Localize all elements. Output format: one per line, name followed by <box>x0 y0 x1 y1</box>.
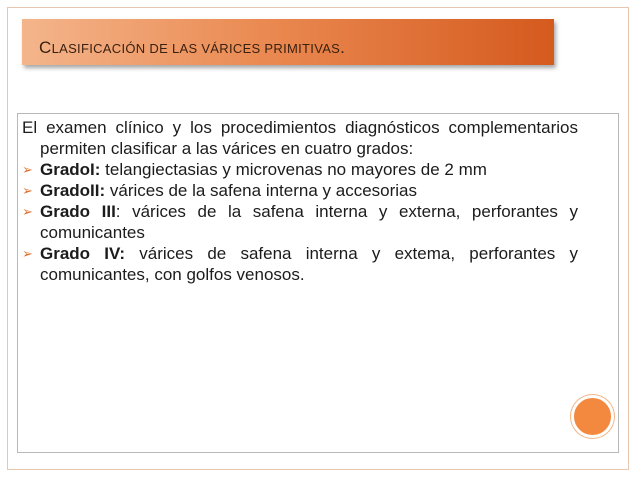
item-label: GradoII: <box>40 181 106 200</box>
title-first-letter: C <box>39 38 52 57</box>
item-text: várices de safena interna y extema, perforantes y comunicantes, con golfos venosos. <box>40 244 578 284</box>
arrow-bullet-icon: ➢ <box>22 183 33 198</box>
slide-content <box>22 117 578 285</box>
item-label: GradoI: <box>40 160 101 179</box>
decorative-circle <box>571 395 614 438</box>
item-label: Grado III <box>40 202 116 221</box>
item-label: Grado IV: <box>40 244 126 263</box>
arrow-bullet-icon: ➢ <box>22 204 33 219</box>
title-bar <box>22 19 554 65</box>
arrow-bullet-icon: ➢ <box>22 162 33 177</box>
item-text: : várices de la safena interna y externa, perforantes y comunicantes <box>40 202 578 242</box>
list-item <box>22 243 578 285</box>
list-item <box>22 180 578 201</box>
list-item <box>22 159 578 180</box>
title-dot: . <box>340 38 346 57</box>
slide-title <box>39 39 345 56</box>
title-rest: LASIFICACIÓN DE LAS VÁRICES PRIMITIVAS <box>51 41 341 56</box>
list-item <box>22 201 578 243</box>
item-text: telangiectasias y microvenas no mayores de 2 mm <box>100 160 487 179</box>
item-text: várices de la safena interna y accesorias <box>105 181 417 200</box>
intro-paragraph: El examen clínico y los procedimientos diagnósticos complementarios permiten clasificar a las várices en cuatro grados: <box>22 118 578 158</box>
arrow-bullet-icon: ➢ <box>22 246 33 261</box>
